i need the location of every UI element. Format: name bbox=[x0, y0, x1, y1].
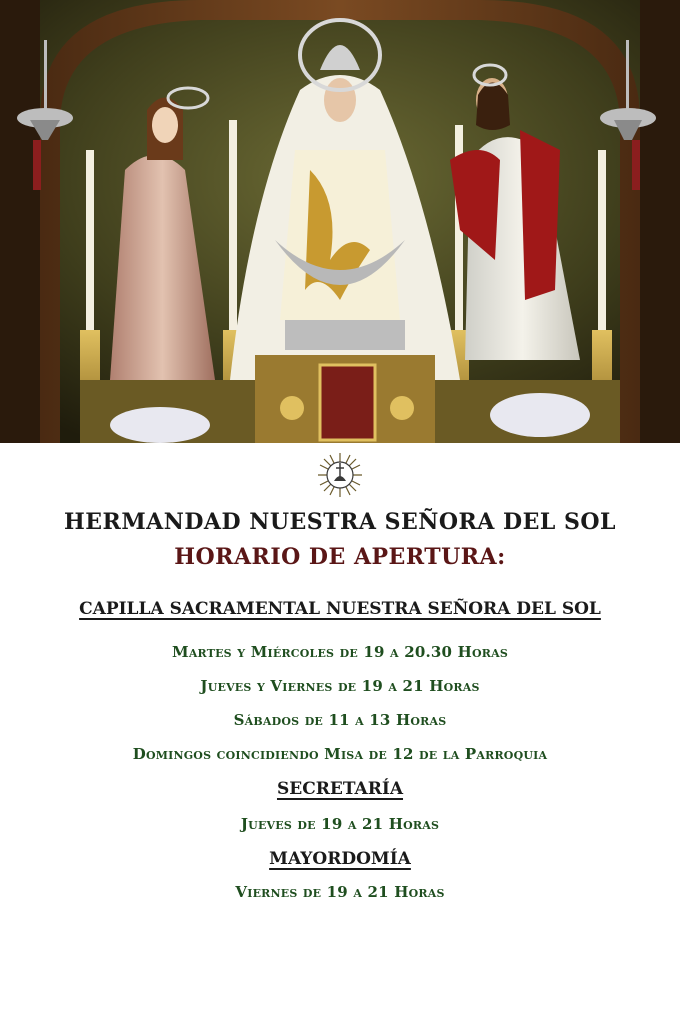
chapel-hours-line: Sábados de 11 a 13 Horas bbox=[233, 711, 447, 729]
stewardship-section-heading: MAYORDOMÍA bbox=[269, 849, 411, 869]
altar-photo bbox=[0, 0, 680, 443]
opening-hours-title: HORARIO DE APERTURA: bbox=[174, 544, 506, 570]
organization-title: HERMANDAD NUESTRA SEÑORA DEL SOL bbox=[63, 509, 617, 535]
schedule-panel bbox=[0, 443, 680, 1020]
stewardship-hours-line: Viernes de 19 a 21 Horas bbox=[235, 883, 445, 901]
chapel-section-heading: CAPILLA SACRAMENTAL NUESTRA SEÑORA DEL SOL bbox=[79, 599, 601, 619]
secretary-hours-line: Jueves de 19 a 21 Horas bbox=[240, 815, 440, 833]
sun-cross-emblem-icon bbox=[316, 451, 364, 499]
altar-statues-image bbox=[0, 0, 680, 443]
chapel-hours-line: Domingos coincidiendo Misa de 12 de la Parroquia bbox=[132, 745, 548, 763]
chapel-hours-line: Jueves y Viernes de 19 a 21 Horas bbox=[200, 677, 480, 695]
secretary-section-heading: SECRETARÍA bbox=[276, 779, 404, 799]
chapel-hours-line: Martes y Miércoles de 19 a 20.30 Horas bbox=[172, 643, 508, 661]
